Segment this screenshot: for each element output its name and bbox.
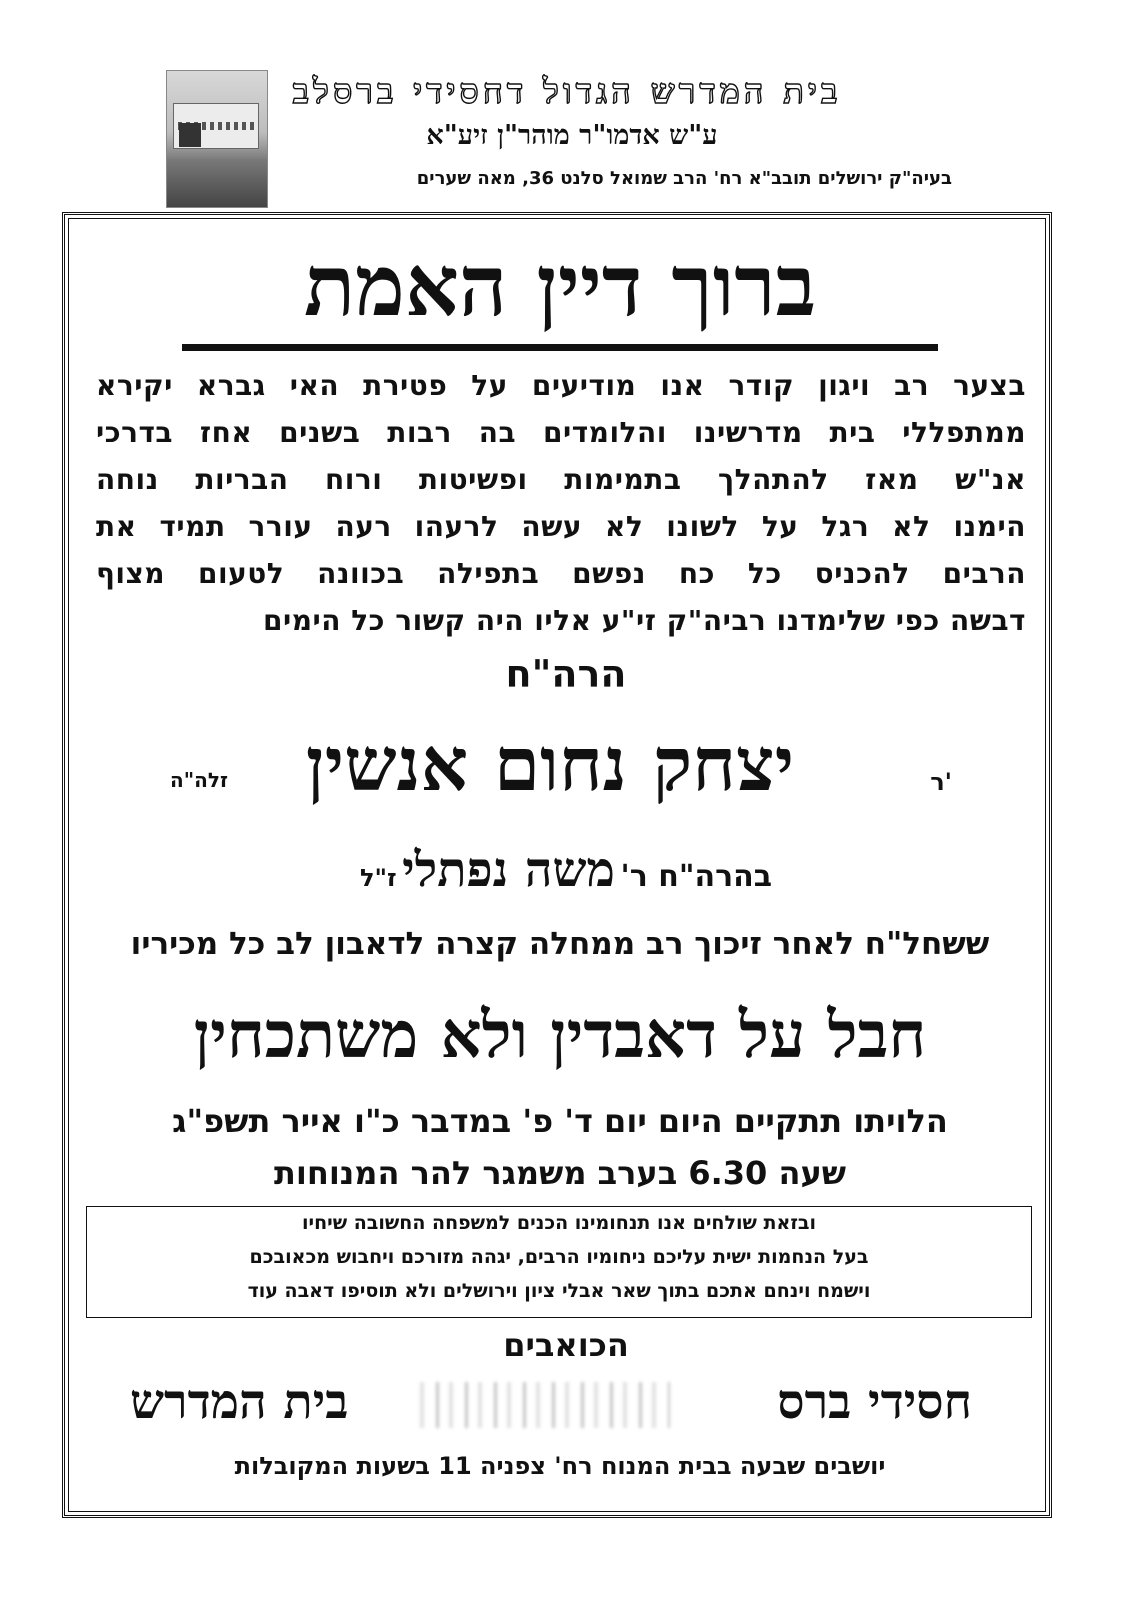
paragraph-line: אנ"ש מאז להתהלך בתמימות ופשיטות ורוח הבריות נוחה [96, 463, 1026, 496]
funeral-line: הלויתו תתקיים היום יום ד' פ' במדבר כ"ו אייר תשפ"ג [172, 1102, 948, 1140]
passing-line: ששחל"ח לאחר זיכוך רב ממחלה קצרה לדאבון לב כל מכיריו [130, 926, 990, 962]
building-entrance [179, 123, 201, 147]
institution-name: בית המדרש הגדול דחסידי ברסלב [292, 72, 842, 112]
father-line [0, 842, 1132, 898]
father-prefix: בהרה"ח ר' [620, 859, 773, 894]
rav-prefix: ר' [930, 768, 952, 796]
condolence-line: וישמח וינחם אתכם בתוך שאר אבלי ציון וירושלים ולא תוסיפו דאבה עוד [247, 1280, 871, 1302]
institution-address: בעיה"ק ירושלים תובב"א רח' הרב שמואל סלנט 36, מאה שערים [416, 168, 952, 189]
signature-label: הכואבים [503, 1326, 629, 1364]
institution-dedication: ע"ש אדמו"ר מוהר"ן זיע"א [426, 120, 718, 151]
signature-beit-midrash: בית המדרש [130, 1374, 349, 1430]
redacted-text [410, 1382, 670, 1428]
condolence-line: ובזאת שולחים אנו תנחומינו הכנים למשפחה החשובה שיחיו [301, 1212, 817, 1234]
deceased-name: יצחק נחום אנשין [305, 722, 795, 808]
announcement-paragraph [96, 362, 1026, 644]
signature-chasidim: חסידי ברס [777, 1374, 972, 1430]
condolence-line: בעל הנחמות ישית עליכם ניחומיו הרבים, יגהה מזורכם ויחבוש מכאובכם [249, 1246, 869, 1268]
shiva-line: יושבים שבעה בבית המנוח רח' צפניה 11 בשעות המקובלות [234, 1452, 886, 1480]
deceased-suffix: זלה"ה [170, 768, 229, 792]
paragraph-line: דבשה כפי שלימדנו רביה"ק זי"ע אליו היה קשור כל הימים [262, 604, 1026, 637]
father-name: משה נפתלי [402, 842, 615, 898]
notice-title: ברוך דיין האמת [303, 236, 817, 335]
paragraph-line: בצער רב ויגון קודר אנו מודיעים על פטירת האי גברא יקירא [96, 369, 1026, 402]
honorific-title: הרה"ח [505, 652, 627, 696]
father-suffix: ז"ל [359, 864, 397, 892]
lament-line: חבל על דאבדין ולא משתכחין [193, 998, 927, 1073]
paragraph-line: הימנו לא רגל על לשונו לא עשה לרעהו רעה עורר תמיד את [96, 510, 1026, 543]
title-underline [182, 344, 938, 351]
paragraph-line: הרבים להכניס כל כח נפשם בתפילה בכוונה לטעום מצוף [96, 557, 1026, 590]
funeral-time: שעה 6.30 בערב משמגר להר המנוחות [273, 1154, 847, 1192]
paragraph-line: ממתפללי בית מדרשינו והלומדים בה רבות בשנים אחז בדרכי [96, 416, 1026, 449]
